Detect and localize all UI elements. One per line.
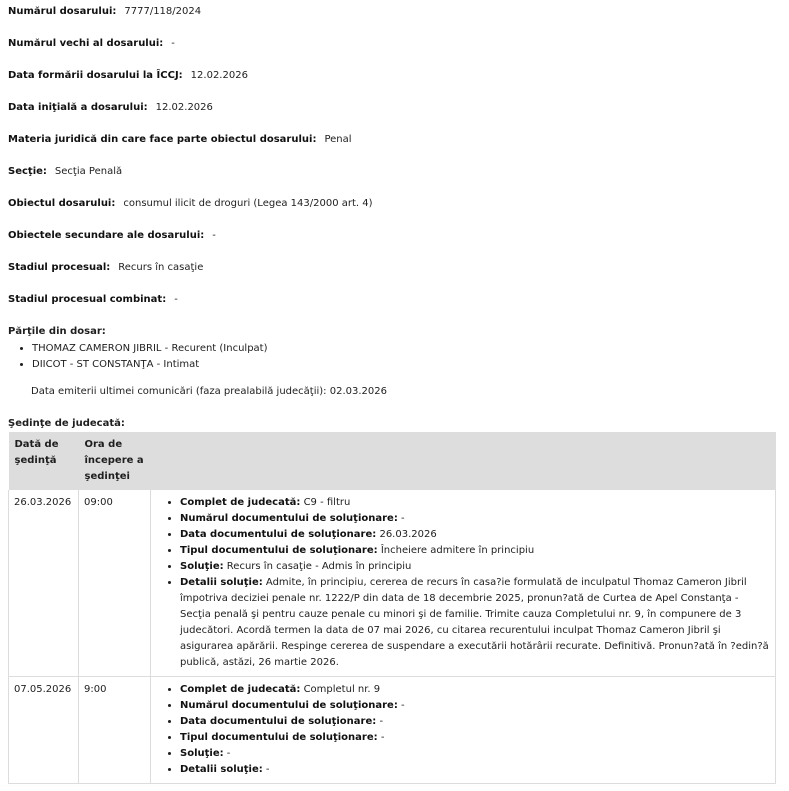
parte-item: • DIICOT - ST CONSTANŢA - Intimat [32, 357, 268, 373]
header-detalii [151, 432, 776, 490]
value-numar-doc: - [401, 513, 405, 524]
value-solutie: Recurs în casaţie - Admis în principiu [226, 561, 412, 572]
value-stadiul-combinat: - [174, 294, 178, 305]
value-detalii-solutie: - [265, 764, 270, 775]
value-sectie: Secţia Penală [54, 166, 123, 177]
sedinte-table [8, 432, 776, 784]
value-tip-doc: Încheiere admitere în principiu [380, 545, 535, 556]
value-data-doc: - [379, 716, 384, 727]
label-complet: Complet de judecată: [180, 497, 301, 508]
value-obiect: consumul ilicit de droguri (Legea 143/2000 art. 4) [123, 198, 373, 209]
label-obiecte-secundare: Obiectele secundare ale dosarului: [8, 230, 205, 241]
detaliu-detalii-solutie [180, 575, 771, 671]
label-complet: Complet de judecată: [180, 684, 301, 695]
value-tip-doc: - [380, 732, 385, 743]
field-materia [8, 133, 352, 147]
value-data-formarii: 12.02.2026 [190, 70, 248, 81]
label-detalii-solutie: Detalii soluţie: [180, 577, 263, 588]
cell-ora: 09:00 [79, 490, 151, 677]
cell-detalii [151, 677, 776, 784]
label-sectie: Secţie: [8, 166, 47, 177]
detaliu-solutie [180, 746, 771, 762]
label-stadiul: Stadiul procesual: [8, 262, 111, 273]
label-numar-dosar: Numărul dosarului: [8, 6, 117, 17]
detalii-list [155, 682, 771, 778]
table-row [9, 490, 776, 677]
field-data-initiala [8, 101, 213, 115]
label-stadiul-combinat: Stadiul procesual combinat: [8, 294, 167, 305]
detalii-list [155, 495, 771, 671]
detaliu-numar-doc [180, 698, 771, 714]
label-data-initiala: Data iniţială a dosarului: [8, 102, 148, 113]
value-data-doc: 26.03.2026 [379, 529, 437, 540]
parti-list [16, 341, 268, 373]
field-obiect [8, 197, 373, 211]
parti-title: Părţile din dosar: [8, 326, 106, 337]
field-numar-vechi [8, 37, 175, 51]
field-sectie [8, 165, 122, 179]
field-obiecte-secundare [8, 229, 216, 243]
label-solutie: Soluţie: [180, 748, 224, 759]
label-obiect: Obiectul dosarului: [8, 198, 116, 209]
detaliu-complet [180, 682, 771, 698]
detaliu-detalii-solutie [180, 762, 771, 778]
value-numar-doc: - [401, 700, 405, 711]
label-data-formarii: Data formării dosarului la ÎCCJ: [8, 70, 183, 81]
value-solutie: - [226, 748, 231, 759]
label-materia: Materia juridică din care face parte obiectul dosarului: [8, 134, 317, 145]
label-tip-doc: Tipul documentului de soluţionare: [180, 545, 378, 556]
detaliu-tip-doc [180, 730, 771, 746]
cell-data: 07.05.2026 [9, 677, 79, 784]
detaliu-numar-doc [180, 511, 771, 527]
field-data-formarii [8, 69, 248, 83]
value-complet: C9 - filtru [303, 497, 351, 508]
label-numar-doc: Numărul documentului de soluţionare: [180, 513, 398, 524]
parte-item: • THOMAZ CAMERON JIBRIL - Recurent (Inculpat) [32, 341, 268, 357]
label-numar-doc: Numărul documentului de soluţionare: [180, 700, 398, 711]
header-ora-incepere: Ora de începere a şedinţei [79, 432, 151, 490]
field-numar-dosar [8, 5, 201, 19]
ultima-comunicare: Data emiterii ultimei comunicări (faza prealabilă judecăţii): 02.03.2026 [31, 386, 387, 397]
label-solutie: Soluţie: [180, 561, 224, 572]
sedinte-header-row [9, 432, 776, 490]
detaliu-solutie [180, 559, 771, 575]
table-row [9, 677, 776, 784]
value-complet: Completul nr. 9 [303, 684, 381, 695]
detaliu-tip-doc [180, 543, 771, 559]
detaliu-data-doc [180, 714, 771, 730]
value-materia: Penal [324, 134, 352, 145]
header-data-sedinta: Dată de şedinţă [9, 432, 79, 490]
value-numar-vechi: - [171, 38, 175, 49]
value-stadiul: Recurs în casaţie [118, 262, 204, 273]
cell-ora: 9:00 [79, 677, 151, 784]
value-obiecte-secundare: - [212, 230, 216, 241]
value-numar-dosar: 7777/118/2024 [124, 6, 202, 17]
field-stadiul-combinat [8, 293, 178, 307]
label-data-doc: Data documentului de soluţionare: [180, 716, 377, 727]
value-data-initiala: 12.02.2026 [155, 102, 213, 113]
label-numar-vechi: Numărul vechi al dosarului: [8, 38, 164, 49]
label-detalii-solutie: Detalii soluţie: [180, 764, 263, 775]
cell-data: 26.03.2026 [9, 490, 79, 677]
sedinte-title: Şedinţe de judecată: [8, 418, 125, 429]
label-tip-doc: Tipul documentului de soluţionare: [180, 732, 378, 743]
detaliu-data-doc [180, 527, 771, 543]
label-data-doc: Data documentului de soluţionare: [180, 529, 377, 540]
cell-detalii [151, 490, 776, 677]
value-detalii-solutie: Admite, în principiu, cererea de recurs în casa?ie formulată de inculpatul Thomaz Cameron Jibril împotriva deciziei penale nr. 1222/P din data de 18 decembrie 2025, pronun?ată de Curtea de Apel Constanţa - Secţia penală şi pentru cauze penale cu minori şi de familie. Trimite cauza Completului nr. 9, în compunere de 3 judecători. Acordă termen la data de 07 mai 2026, cu citarea recurentului inculpat Thomaz Cameron Jibril şi asigurarea apărării. Respinge cererea de suspendare a executării hotărârii recurate. Definitivă. Pronun?ată în ?edin?ă publică, astăzi, 26 martie 2026. [180, 577, 769, 668]
field-stadiul [8, 261, 203, 275]
detaliu-complet [180, 495, 771, 511]
